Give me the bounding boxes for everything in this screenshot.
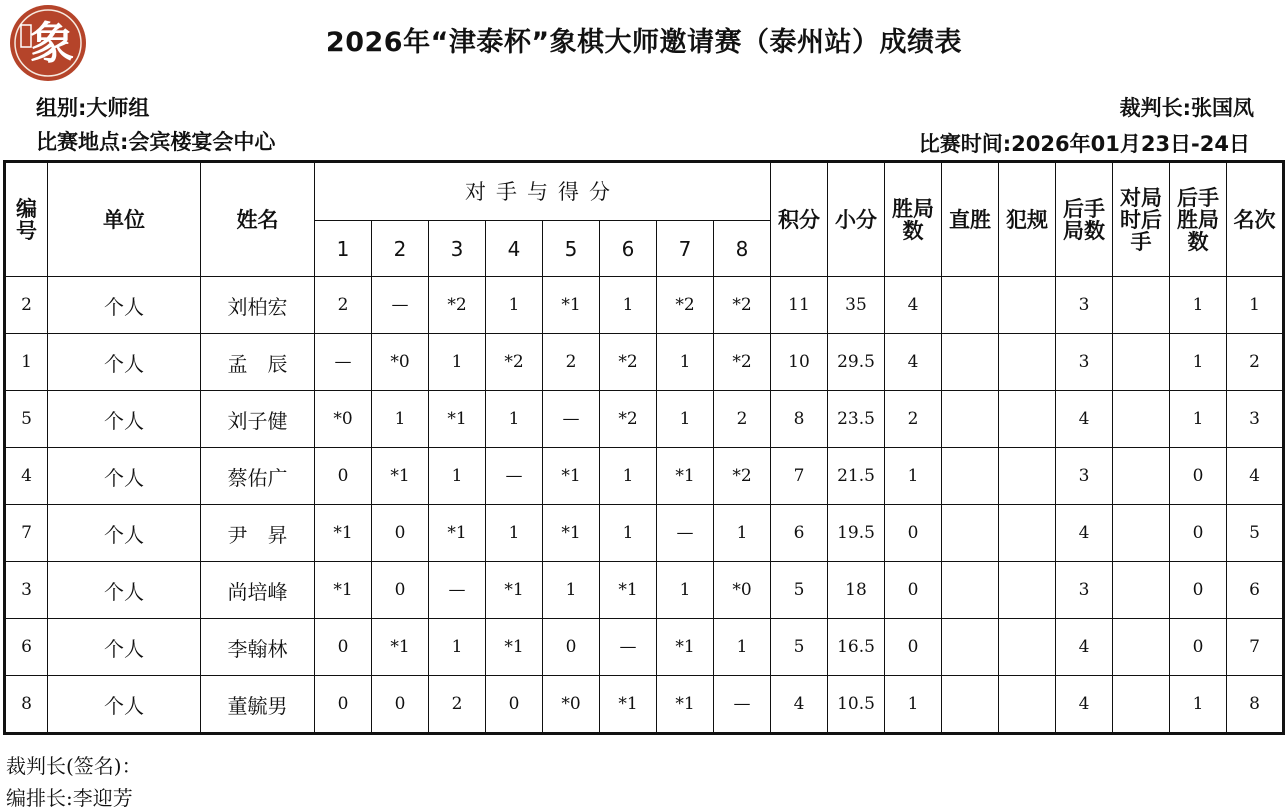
cell-black-games: 4 [1056,676,1113,734]
cell-rank: 7 [1227,619,1284,676]
header-points: 积分 [771,162,828,277]
table-row [5,505,1284,562]
cell-round-6: *2 [600,391,657,448]
cell-unit: 个人 [48,619,201,676]
cell-h2h-black [1113,334,1170,391]
cell-round-3: *2 [429,277,486,334]
header-round-7: 7 [657,221,714,277]
cell-name: 尹 昇 [201,505,315,562]
cell-round-5: *1 [543,448,600,505]
cell-name: 尚培峰 [201,562,315,619]
cell-round-4: 1 [486,277,543,334]
cell-round-6: 1 [600,448,657,505]
cell-h2h-black [1113,505,1170,562]
cell-no: 4 [5,448,48,505]
cell-unit: 个人 [48,562,201,619]
cell-round-4: 1 [486,505,543,562]
cell-no: 5 [5,391,48,448]
cell-name: 蔡佑广 [201,448,315,505]
cell-black-games: 4 [1056,391,1113,448]
cell-round-2: 0 [372,505,429,562]
header-no: 编号 [5,162,48,277]
cell-round-8: *2 [714,334,771,391]
cell-fouls [999,391,1056,448]
cell-name: 孟 辰 [201,334,315,391]
cell-round-3: 1 [429,334,486,391]
cell-unit: 个人 [48,334,201,391]
cell-fouls [999,505,1056,562]
cell-round-7: 1 [657,562,714,619]
cell-round-4: *1 [486,619,543,676]
table-row [5,277,1284,334]
cell-round-7: 1 [657,334,714,391]
cell-minor: 21.5 [828,448,885,505]
cell-round-1: 0 [315,448,372,505]
venue-label: 比赛地点:会宾楼宴会中心 [36,130,276,154]
cell-black-wins: 0 [1170,448,1227,505]
cell-fouls [999,676,1056,734]
cell-round-1: *1 [315,505,372,562]
cell-wins: 4 [885,334,942,391]
cell-round-2: — [372,277,429,334]
cell-h2h-black [1113,277,1170,334]
table-row [5,334,1284,391]
cell-round-6: 1 [600,277,657,334]
cell-minor: 16.5 [828,619,885,676]
cell-round-7: *1 [657,448,714,505]
header-black-games: 后手局数 [1056,162,1113,277]
cell-black-wins: 1 [1170,676,1227,734]
cell-round-7: — [657,505,714,562]
cell-round-3: *1 [429,505,486,562]
cell-round-1: — [315,334,372,391]
cell-round-2: 1 [372,391,429,448]
match-time-label: 比赛时间:2026年01月23日-24日 [918,132,1250,156]
cell-round-1: *0 [315,391,372,448]
cell-round-5: 1 [543,562,600,619]
cell-name: 刘子健 [201,391,315,448]
table-row [5,676,1284,734]
header-round-1: 1 [315,221,372,277]
cell-round-8: *2 [714,448,771,505]
cell-rank: 6 [1227,562,1284,619]
cell-points: 7 [771,448,828,505]
header-rank: 名次 [1227,162,1284,277]
cell-round-8: 2 [714,391,771,448]
cell-round-2: 0 [372,676,429,734]
cell-round-8: — [714,676,771,734]
cell-rank: 1 [1227,277,1284,334]
cell-minor: 10.5 [828,676,885,734]
cell-wins: 1 [885,676,942,734]
header-minor: 小分 [828,162,885,277]
table-row [5,619,1284,676]
cell-round-4: *2 [486,334,543,391]
cell-rank: 5 [1227,505,1284,562]
cell-round-8: 1 [714,505,771,562]
cell-minor: 19.5 [828,505,885,562]
cell-round-6: — [600,619,657,676]
cell-points: 5 [771,619,828,676]
header-round-5: 5 [543,221,600,277]
cell-black-games: 3 [1056,562,1113,619]
cell-round-3: — [429,562,486,619]
arbiter-label: 编排长:李迎芳 [6,786,133,810]
chief-referee-label: 裁判长:张国凤 [1119,96,1254,120]
cell-h2h-black [1113,676,1170,734]
cell-unit: 个人 [48,505,201,562]
cell-no: 3 [5,562,48,619]
header-direct: 直胜 [942,162,999,277]
cell-round-5: *0 [543,676,600,734]
cell-black-wins: 0 [1170,505,1227,562]
cell-name: 李翰林 [201,619,315,676]
cell-direct [942,334,999,391]
cell-round-1: 0 [315,619,372,676]
cell-round-5: 2 [543,334,600,391]
cell-round-5: *1 [543,505,600,562]
cell-direct [942,391,999,448]
cell-black-wins: 1 [1170,391,1227,448]
cell-round-3: *1 [429,391,486,448]
cell-no: 2 [5,277,48,334]
cell-wins: 2 [885,391,942,448]
cell-round-4: *1 [486,562,543,619]
cell-h2h-black [1113,391,1170,448]
cell-round-6: *1 [600,676,657,734]
cell-round-7: 1 [657,391,714,448]
cell-round-3: 1 [429,448,486,505]
cell-direct [942,676,999,734]
cell-round-7: *1 [657,619,714,676]
cell-round-5: *1 [543,277,600,334]
cell-minor: 29.5 [828,334,885,391]
cell-round-8: 1 [714,619,771,676]
cell-black-games: 3 [1056,448,1113,505]
table-row [5,391,1284,448]
cell-round-3: 1 [429,619,486,676]
cell-h2h-black [1113,619,1170,676]
cell-round-4: 1 [486,391,543,448]
cell-direct [942,619,999,676]
cell-round-2: *1 [372,448,429,505]
cell-fouls [999,448,1056,505]
header-fouls: 犯规 [999,162,1056,277]
header-unit: 单位 [48,162,201,277]
cell-rank: 2 [1227,334,1284,391]
cell-direct [942,505,999,562]
header-wins: 胜局数 [885,162,942,277]
cell-points: 5 [771,562,828,619]
header-opponents: 对手与得分 [315,162,771,221]
header-round-3: 3 [429,221,486,277]
cell-unit: 个人 [48,448,201,505]
header-h2h-black: 对局时后手 [1113,162,1170,277]
cell-points: 4 [771,676,828,734]
cell-wins: 0 [885,619,942,676]
cell-round-2: 0 [372,562,429,619]
cell-black-wins: 0 [1170,562,1227,619]
cell-no: 8 [5,676,48,734]
cell-round-2: *1 [372,619,429,676]
table-row [5,448,1284,505]
cell-black-games: 3 [1056,334,1113,391]
cell-fouls [999,562,1056,619]
cell-round-3: 2 [429,676,486,734]
cell-black-games: 3 [1056,277,1113,334]
cell-h2h-black [1113,562,1170,619]
cell-round-7: *1 [657,676,714,734]
cell-round-1: 2 [315,277,372,334]
table-row [5,562,1284,619]
page-title: 2026年“津泰杯”象棋大师邀请赛（泰州站）成绩表 [325,27,963,58]
cell-round-1: *1 [315,562,372,619]
cell-round-7: *2 [657,277,714,334]
cell-black-games: 4 [1056,505,1113,562]
cell-unit: 个人 [48,676,201,734]
cell-minor: 23.5 [828,391,885,448]
header-black-wins: 后手胜局数 [1170,162,1227,277]
cell-wins: 0 [885,505,942,562]
cell-no: 7 [5,505,48,562]
cell-fouls [999,334,1056,391]
cell-no: 1 [5,334,48,391]
cell-points: 11 [771,277,828,334]
cell-black-games: 4 [1056,619,1113,676]
cell-black-wins: 1 [1170,334,1227,391]
cell-black-wins: 1 [1170,277,1227,334]
group-label: 组别:大师组 [36,96,150,120]
cell-black-wins: 0 [1170,619,1227,676]
cell-unit: 个人 [48,391,201,448]
header-round-6: 6 [600,221,657,277]
cell-name: 董毓男 [201,676,315,734]
cell-unit: 个人 [48,277,201,334]
results-table [3,160,1285,735]
header-round-4: 4 [486,221,543,277]
cell-minor: 35 [828,277,885,334]
cell-minor: 18 [828,562,885,619]
header-round-8: 8 [714,221,771,277]
cell-direct [942,277,999,334]
cell-round-6: 1 [600,505,657,562]
cell-round-6: *2 [600,334,657,391]
cell-points: 10 [771,334,828,391]
cell-no: 6 [5,619,48,676]
logo-text: 象 [30,18,74,69]
cell-wins: 1 [885,448,942,505]
cell-wins: 0 [885,562,942,619]
cell-round-8: *2 [714,277,771,334]
cell-points: 8 [771,391,828,448]
cell-rank: 3 [1227,391,1284,448]
cell-round-8: *0 [714,562,771,619]
cell-round-5: 0 [543,619,600,676]
cell-direct [942,448,999,505]
cell-round-4: 0 [486,676,543,734]
cell-fouls [999,619,1056,676]
cell-rank: 8 [1227,676,1284,734]
cell-round-4: — [486,448,543,505]
cell-round-5: — [543,391,600,448]
cell-h2h-black [1113,448,1170,505]
header-round-2: 2 [372,221,429,277]
cell-rank: 4 [1227,448,1284,505]
cell-fouls [999,277,1056,334]
cell-round-1: 0 [315,676,372,734]
chief-referee-signature: 裁判长(签名)： [6,754,142,778]
header-name: 姓名 [201,162,315,277]
cell-round-6: *1 [600,562,657,619]
cell-points: 6 [771,505,828,562]
cell-wins: 4 [885,277,942,334]
cell-round-2: *0 [372,334,429,391]
cell-name: 刘柏宏 [201,277,315,334]
cell-direct [942,562,999,619]
